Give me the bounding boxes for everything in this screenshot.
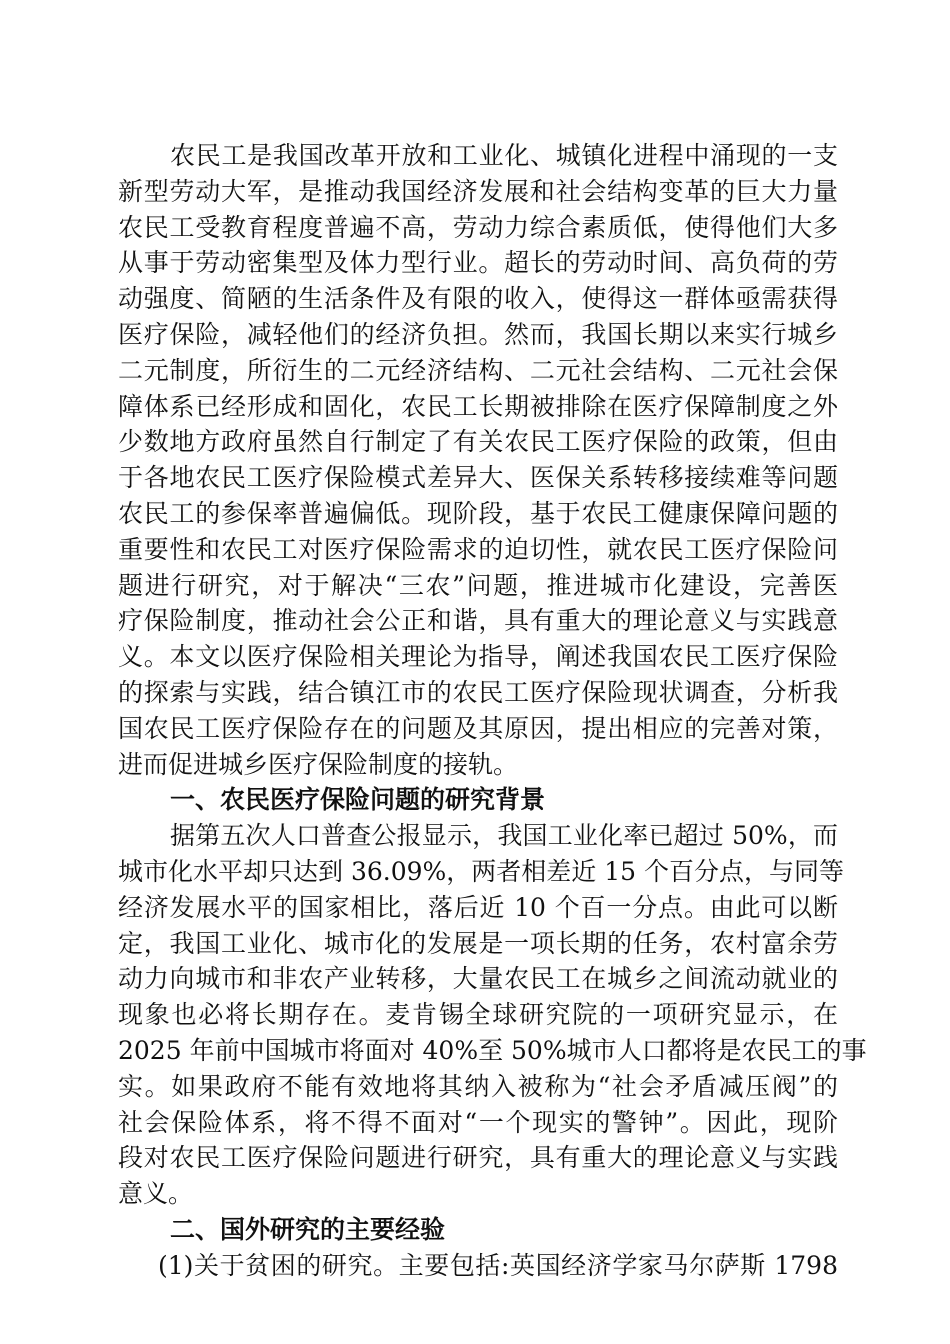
text-line: 实。如果政府不能有效地将其纳入被称为“社会矛盾减压阀”的 (118, 1071, 838, 1101)
text-line: 重要性和农民工对医疗保险需求的迫切性，就农民工医疗保险问 (118, 534, 838, 564)
text-line: 2025 年前中国城市将面对 40%至 50%城市人口都将是农民工的事 (118, 1035, 867, 1065)
text-line: 段对农民工医疗保险问题进行研究，具有重大的理论意义与实践 (118, 1143, 838, 1173)
text-line: 农民工是我国改革开放和工业化、城镇化进程中涌现的一支 (170, 141, 838, 170)
text-line: 进而促进城乡医疗保险制度的接轨。 (118, 749, 519, 779)
text-line: 医疗保险，减轻他们的经济负担。然而，我国长期以来实行城乡 (118, 319, 838, 349)
text-line: 少数地方政府虽然自行制定了有关农民工医疗保险的政策，但由 (118, 427, 838, 457)
text-line: 定，我国工业化、城市化的发展是一项长期的任务，农村富余劳 (118, 928, 838, 958)
background-paragraph (118, 818, 867, 1212)
text-line: 据第五次人口普查公报显示，我国工业化率已超过 50%，而 (170, 821, 838, 851)
text-line: 社会保险体系，将不得不面对“一个现实的警钟”。因此，现阶 (118, 1107, 838, 1137)
text-line: 动强度、简陋的生活条件及有限的收入，使得这一群体亟需获得 (118, 284, 838, 314)
text-line: (1)关于贫困的研究。主要包括:英国经济学家马尔萨斯 1798 (158, 1250, 838, 1280)
text-line: 的探索与实践，结合镇江市的农民工医疗保险现状调查，分析我 (118, 677, 838, 707)
text-line: 于各地农民工医疗保险模式差异大、医保关系转移接续难等问题 (118, 463, 838, 493)
text-line: 新型劳动大军，是推动我国经济发展和社会结构变革的巨大力量 (118, 176, 838, 206)
text-line: 经济发展水平的国家相比，落后近 10 个百一分点。由此可以断 (118, 892, 838, 922)
text-line: 国农民工医疗保险存在的问题及其原因，提出相应的完善对策， (118, 713, 838, 743)
text-line: 题进行研究，对于解决“三农”问题，推进城市化建设，完善医 (118, 570, 838, 600)
text-line: 二元制度，所衍生的二元经济结构、二元社会结构、二元社会保 (118, 355, 838, 385)
text-line: 农民工的参保率普遍偏低。现阶段，基于农民工健康保障问题的 (118, 498, 838, 528)
foreign-paragraph (118, 1248, 838, 1284)
section-heading-foreign: 二、国外研究的主要经验 (170, 1214, 446, 1244)
text-line: 义。本文以医疗保险相关理论为指导，阐述我国农民工医疗保险 (118, 642, 838, 672)
text-line: 动力向城市和非农产业转移，大量农民工在城乡之间流动就业的 (118, 964, 838, 994)
text-line: 现象也必将长期存在。麦肯锡全球研究院的一项研究显示，在 (118, 1000, 838, 1030)
text-line: 疗保险制度，推动社会公正和谐，具有重大的理论意义与实践意 (118, 606, 838, 636)
text-line: 障体系已经形成和固化，农民工长期被排除在医疗保障制度之外 (118, 391, 838, 421)
text-line: 农民工受教育程度普遍不高，劳动力综合素质低，使得他们大多 (118, 212, 838, 242)
section-heading-background: 一、农民医疗保险问题的研究背景 (170, 785, 546, 815)
document-page (118, 138, 867, 1284)
text-line: 城市化水平却只达到 36.09%，两者相差近 15 个百分点，与同等 (118, 856, 844, 886)
text-line: 从事于劳动密集型及体力型行业。超长的劳动时间、高负荷的劳 (118, 248, 838, 278)
intro-paragraph (118, 138, 838, 782)
text-line: 意义。 (118, 1179, 194, 1209)
